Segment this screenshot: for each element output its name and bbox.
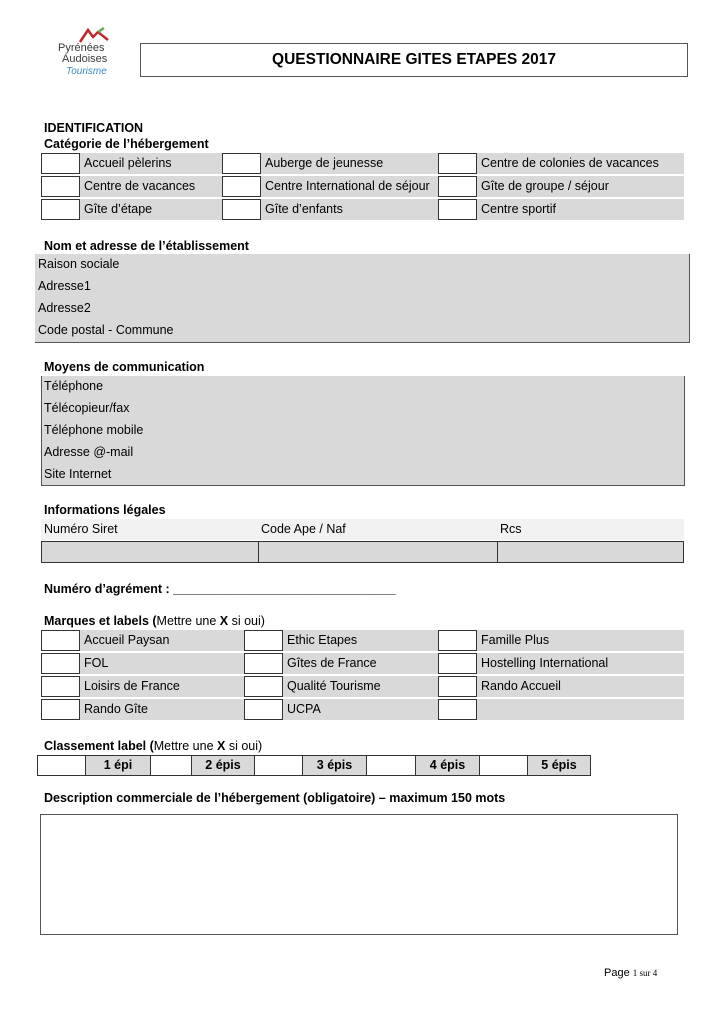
legal-header-row bbox=[41, 519, 684, 540]
category-label: Gîte d’étape bbox=[84, 202, 153, 216]
address-field-label: Adresse1 bbox=[38, 279, 91, 293]
category-heading: Catégorie de l’hébergement bbox=[44, 137, 209, 151]
labels-note-x: X bbox=[219, 614, 229, 628]
category-label: Gîte de groupe / séjour bbox=[481, 179, 609, 193]
communication-border bbox=[41, 376, 42, 485]
label-checkbox[interactable] bbox=[41, 653, 80, 674]
legal-heading: Informations légales bbox=[44, 503, 166, 517]
classement-checkbox[interactable] bbox=[366, 755, 416, 776]
category-label: Centre de colonies de vacances bbox=[481, 156, 659, 170]
label-name: Loisirs de France bbox=[84, 679, 180, 693]
classement-checkbox[interactable] bbox=[254, 755, 303, 776]
classement-level: 5 épis bbox=[527, 755, 591, 776]
category-label: Centre de vacances bbox=[84, 179, 196, 193]
category-checkbox[interactable] bbox=[438, 153, 477, 174]
logo-line-2: Audoises bbox=[62, 53, 108, 65]
description-textarea[interactable] bbox=[40, 814, 678, 935]
page-title: QUESTIONNAIRE GITES ETAPES 2017 bbox=[140, 43, 688, 77]
category-checkbox[interactable] bbox=[438, 176, 477, 197]
label-checkbox[interactable] bbox=[41, 699, 80, 720]
legal-column-header: Code Ape / Naf bbox=[261, 522, 346, 536]
label-name: Rando Gîte bbox=[84, 702, 148, 716]
address-field-label: Raison sociale bbox=[38, 257, 120, 271]
category-checkbox[interactable] bbox=[222, 176, 261, 197]
address-border bbox=[689, 254, 690, 342]
label-checkbox[interactable] bbox=[438, 653, 477, 674]
legal-column-header: Numéro Siret bbox=[44, 522, 118, 536]
label-checkbox[interactable] bbox=[244, 653, 283, 674]
category-label: Auberge de jeunesse bbox=[265, 156, 384, 170]
rcs-input[interactable] bbox=[497, 541, 684, 563]
communication-field-label: Télécopieur/fax bbox=[44, 401, 130, 415]
classement-level: 4 épis bbox=[415, 755, 480, 776]
communication-field-label: Téléphone mobile bbox=[44, 423, 144, 437]
label-checkbox[interactable] bbox=[244, 630, 283, 651]
classement-level: 2 épis bbox=[191, 755, 255, 776]
label-name: Rando Accueil bbox=[481, 679, 561, 693]
label-name: FOL bbox=[84, 656, 109, 670]
communication-heading: Moyens de communication bbox=[44, 360, 205, 374]
page-footer bbox=[604, 967, 657, 979]
classement-note-post: si oui) bbox=[225, 739, 263, 753]
labels-heading bbox=[44, 614, 265, 628]
classement-heading bbox=[44, 739, 262, 753]
category-label: Accueil pèlerins bbox=[84, 156, 172, 170]
category-label: Gîte d’enfants bbox=[265, 202, 343, 216]
label-checkbox[interactable] bbox=[244, 676, 283, 697]
labels-heading-text: Marques et labels ( bbox=[44, 614, 157, 628]
labels-note-post: si oui) bbox=[228, 614, 265, 628]
category-checkbox[interactable] bbox=[41, 176, 80, 197]
agrement-field[interactable]: Numéro d’agrément : ________________________________ bbox=[44, 582, 396, 596]
communication-border bbox=[684, 376, 685, 485]
category-checkbox[interactable] bbox=[222, 153, 261, 174]
classement-checkbox[interactable] bbox=[150, 755, 192, 776]
communication-border bbox=[41, 485, 685, 486]
label-checkbox[interactable] bbox=[244, 699, 283, 720]
classement-checkbox[interactable] bbox=[37, 755, 86, 776]
label-name: Gîtes de France bbox=[287, 656, 377, 670]
label-checkbox[interactable] bbox=[438, 699, 477, 720]
communication-field-label: Adresse @-mail bbox=[44, 445, 134, 459]
address-border bbox=[35, 342, 690, 343]
logo-line-3: Tourisme bbox=[66, 66, 107, 77]
communication-field-label: Site Internet bbox=[44, 467, 112, 481]
category-checkbox[interactable] bbox=[41, 199, 80, 220]
classement-level: 3 épis bbox=[302, 755, 367, 776]
label-name: Accueil Paysan bbox=[84, 633, 170, 647]
label-name: UCPA bbox=[287, 702, 321, 716]
category-label: Centre sportif bbox=[481, 202, 557, 216]
legal-column-header: Rcs bbox=[500, 522, 522, 536]
label-name: Hostelling International bbox=[481, 656, 609, 670]
label-name: Qualité Tourisme bbox=[287, 679, 381, 693]
category-checkbox[interactable] bbox=[438, 199, 477, 220]
classement-heading-text: Classement label ( bbox=[44, 739, 154, 753]
classement-note-pre: Mettre une bbox=[153, 739, 217, 753]
label-checkbox[interactable] bbox=[41, 676, 80, 697]
labels-note-pre: Mettre une bbox=[156, 614, 220, 628]
logo bbox=[52, 26, 132, 82]
page-number: 1 sur 4 bbox=[632, 968, 658, 978]
siret-input[interactable] bbox=[41, 541, 259, 563]
label-name: Ethic Etapes bbox=[287, 633, 358, 647]
ape-naf-input[interactable] bbox=[258, 541, 498, 563]
classement-level: 1 épi bbox=[85, 755, 151, 776]
logo-line-1: Pyrénées bbox=[58, 42, 105, 54]
address-field-label: Adresse2 bbox=[38, 301, 91, 315]
label-checkbox[interactable] bbox=[41, 630, 80, 651]
communication-field-label: Téléphone bbox=[44, 379, 104, 393]
address-heading: Nom et adresse de l’établissement bbox=[44, 239, 249, 253]
classement-checkbox[interactable] bbox=[479, 755, 528, 776]
classement-note-x: X bbox=[217, 739, 226, 753]
page-word: Page bbox=[604, 967, 630, 979]
description-heading: Description commerciale de l’hébergement (obligatoire) – maximum 150 mots bbox=[44, 791, 506, 805]
identification-heading: IDENTIFICATION bbox=[44, 121, 144, 135]
label-checkbox[interactable] bbox=[438, 630, 477, 651]
label-name: Famille Plus bbox=[481, 633, 550, 647]
address-field-label: Code postal - Commune bbox=[38, 323, 174, 337]
category-checkbox[interactable] bbox=[41, 153, 80, 174]
label-checkbox[interactable] bbox=[438, 676, 477, 697]
category-label: Centre International de séjour bbox=[265, 179, 430, 193]
category-checkbox[interactable] bbox=[222, 199, 261, 220]
